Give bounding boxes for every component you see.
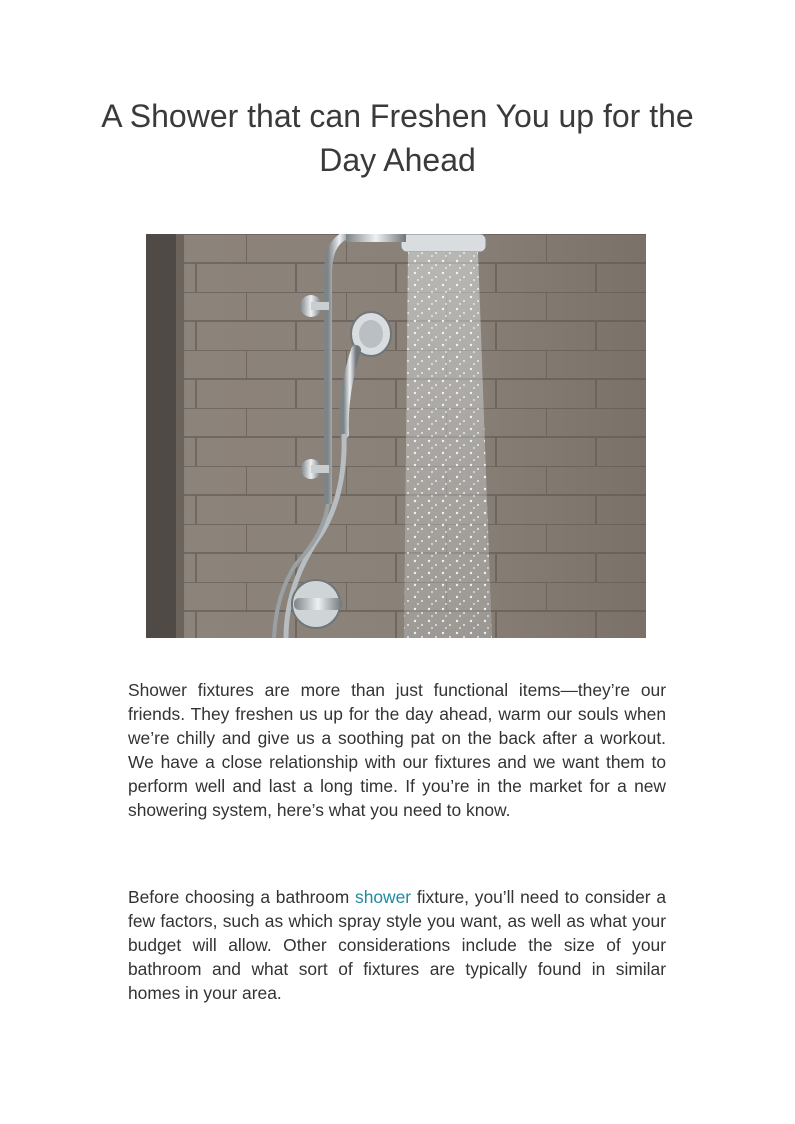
page-title: A Shower that can Freshen You up for the Day Ahead bbox=[101, 98, 694, 178]
shower-photo bbox=[146, 234, 646, 638]
paragraph-text-after: fixture, you’ll need to consider a few factors, such as which spray style you want, as well as what your budget will allow. Other considerations include the size of your bathroom and what sort of fixtures are typically found in similar homes in your area. bbox=[128, 887, 666, 1003]
paragraph-text-before: Before choosing a bathroom bbox=[128, 887, 355, 907]
shower-arm bbox=[346, 234, 406, 242]
upper-bracket-arm bbox=[311, 302, 329, 310]
rain-showerhead bbox=[401, 234, 486, 252]
water-droplets bbox=[404, 252, 492, 638]
handheld-face bbox=[359, 320, 383, 348]
lower-bracket-arm bbox=[311, 465, 329, 473]
shower-link[interactable]: shower bbox=[355, 887, 412, 907]
intro-paragraph: Shower fixtures are more than just functional items—they’re our friends. They freshen us up for the day ahead, warm our souls when we’re chilly and give us a soothing pat on the back after a workout. We have a close relationship with our fixtures and we want them to perform well and last a long time. If you’re in the market for a new showering system, here’s what you need to know. bbox=[128, 680, 666, 820]
corner-edge bbox=[176, 234, 184, 638]
shower-illustration bbox=[146, 234, 646, 638]
valve-handle bbox=[294, 598, 342, 610]
considerations-paragraph bbox=[128, 885, 666, 1005]
